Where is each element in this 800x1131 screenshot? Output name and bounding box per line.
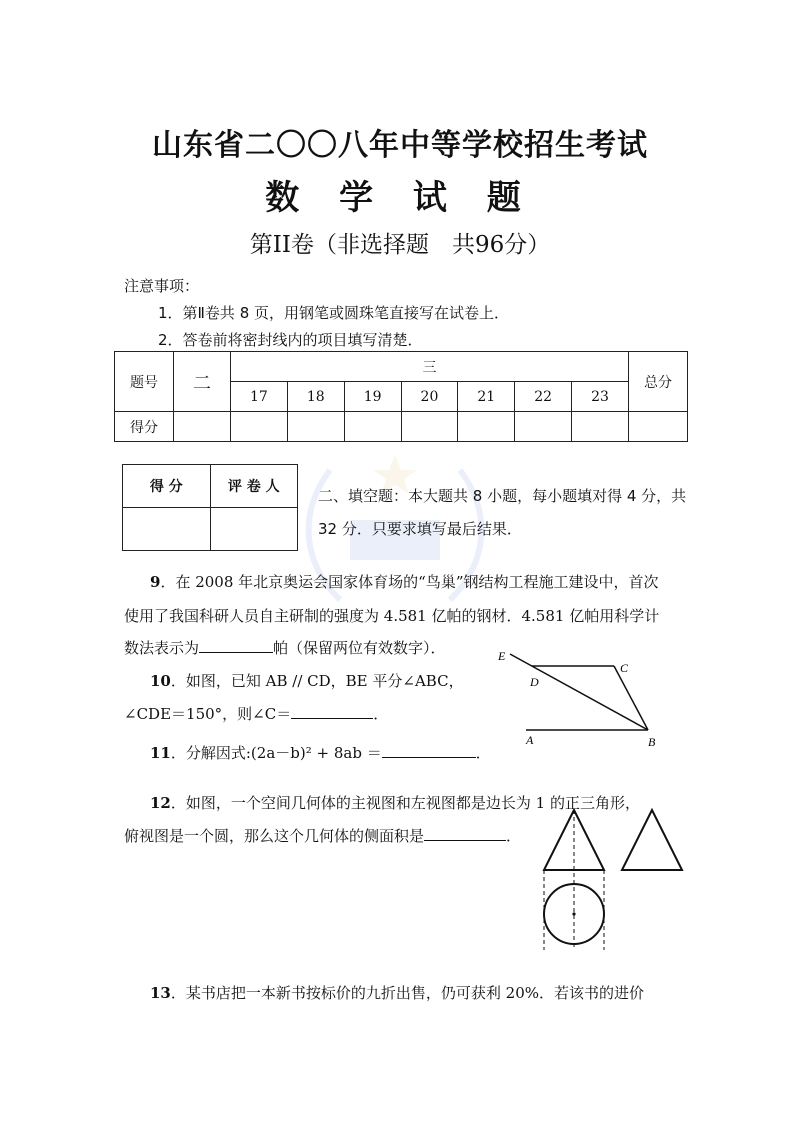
q10-text-end: ． bbox=[373, 705, 389, 723]
row-label-question: 题号 bbox=[115, 352, 174, 412]
label-b: B bbox=[648, 735, 656, 749]
score-cell[interactable] bbox=[629, 412, 688, 442]
q9-text-1: ．在 2008 年北京奥运会国家体育场的“鸟巢”钢结构工程施工建设中，首次 bbox=[160, 573, 659, 591]
section-two-header: 二 bbox=[174, 352, 231, 412]
question-number: 22 bbox=[515, 382, 572, 412]
q9-text-3a: 数法表示为 bbox=[124, 639, 200, 657]
q11-text-end: ． bbox=[475, 744, 491, 762]
q9-number: 9 bbox=[150, 573, 161, 591]
score-cell[interactable] bbox=[231, 412, 288, 442]
q13-text: ．某书店把一本新书按标价的九折出售，仍可获利 20%．若该书的进价 bbox=[170, 984, 644, 1002]
q13-number: 13 bbox=[150, 984, 171, 1002]
score-cell[interactable] bbox=[174, 412, 231, 442]
grader-score-label: 得 分 bbox=[123, 465, 211, 508]
q11-line bbox=[150, 736, 491, 770]
q12-line2 bbox=[124, 819, 521, 853]
q12-number: 12 bbox=[150, 794, 171, 812]
paper-part-title: 第II卷（非选择题 共96分） bbox=[249, 232, 551, 258]
exam-title: 山东省二〇〇八年中等学校招生考试 bbox=[152, 128, 648, 163]
grader-score-cell[interactable] bbox=[123, 508, 211, 551]
label-d: D bbox=[530, 675, 539, 689]
q9-line3 bbox=[124, 631, 446, 665]
label-a: A bbox=[526, 733, 534, 747]
label-e: E bbox=[498, 649, 506, 663]
q10-figure bbox=[496, 646, 672, 750]
score-cell[interactable] bbox=[515, 412, 572, 442]
q12-answer-blank[interactable] bbox=[424, 826, 506, 841]
note-item-2: 2．答卷前将密封线内的项目填写清楚． bbox=[158, 331, 423, 349]
q9-text-3b: 帕（保留两位有效数字）． bbox=[273, 639, 446, 657]
grader-table bbox=[122, 464, 298, 551]
q11-number: 11 bbox=[150, 744, 171, 762]
q12-text-2: 俯视图是一个圆，那么这个几何体的侧面积是 bbox=[124, 827, 425, 845]
score-cell[interactable] bbox=[401, 412, 458, 442]
q9-line2: 使用了我国科研人员自主研制的强度为 4.581 亿帕的钢材．4.581 亿帕用科学计 bbox=[124, 607, 660, 625]
row-label-score: 得分 bbox=[115, 412, 174, 442]
q12-text-end: ． bbox=[506, 827, 522, 845]
score-cell[interactable] bbox=[344, 412, 401, 442]
q10-text-2: ∠CDE＝150°，则∠C＝ bbox=[124, 705, 292, 723]
q9-answer-blank[interactable] bbox=[199, 638, 273, 653]
score-table bbox=[114, 351, 688, 442]
q12-text-1: ．如图，一个空间几何体的主视图和左视图都是边长为 1 的正三角形， bbox=[170, 794, 640, 812]
section-two-instructions: 二、填空题：本大题共 8 小题，每小题填对得 4 分，共 32 分．只要求填写最后结果． bbox=[318, 487, 687, 538]
score-cell[interactable] bbox=[572, 412, 629, 442]
q10-line1 bbox=[150, 664, 464, 698]
score-cell[interactable] bbox=[287, 412, 344, 442]
score-cell[interactable] bbox=[458, 412, 515, 442]
note-item-1: 1．第Ⅱ卷共 8 页，用钢笔或圆珠笔直接写在试卷上． bbox=[158, 304, 510, 322]
q12-figure bbox=[530, 804, 690, 952]
subject-title: 数 学 试 题 bbox=[265, 178, 535, 218]
q11-text: ．分解因式:(2a－b)² + 8ab ＝ bbox=[170, 744, 382, 762]
q10-number: 10 bbox=[150, 672, 171, 690]
question-number: 18 bbox=[287, 382, 344, 412]
grader-name-cell[interactable] bbox=[210, 508, 298, 551]
q13-line bbox=[150, 976, 644, 1010]
grader-name-label: 评 卷 人 bbox=[210, 465, 298, 508]
question-number: 17 bbox=[231, 382, 288, 412]
section-three-header: 三 bbox=[231, 352, 629, 382]
label-c: C bbox=[620, 661, 629, 675]
total-header: 总分 bbox=[629, 352, 688, 412]
question-number: 23 bbox=[572, 382, 629, 412]
q11-answer-blank[interactable] bbox=[382, 743, 476, 758]
q10-answer-blank[interactable] bbox=[291, 704, 373, 719]
question-number: 20 bbox=[401, 382, 458, 412]
question-number: 19 bbox=[344, 382, 401, 412]
side-view-triangle bbox=[622, 810, 682, 870]
notes-heading: 注意事项： bbox=[124, 277, 200, 295]
q9-line1 bbox=[150, 565, 659, 599]
q10-text-1: ．如图，已知 AB // CD，BE 平分∠ABC， bbox=[170, 672, 464, 690]
q10-line2 bbox=[124, 697, 388, 731]
question-number: 21 bbox=[458, 382, 515, 412]
